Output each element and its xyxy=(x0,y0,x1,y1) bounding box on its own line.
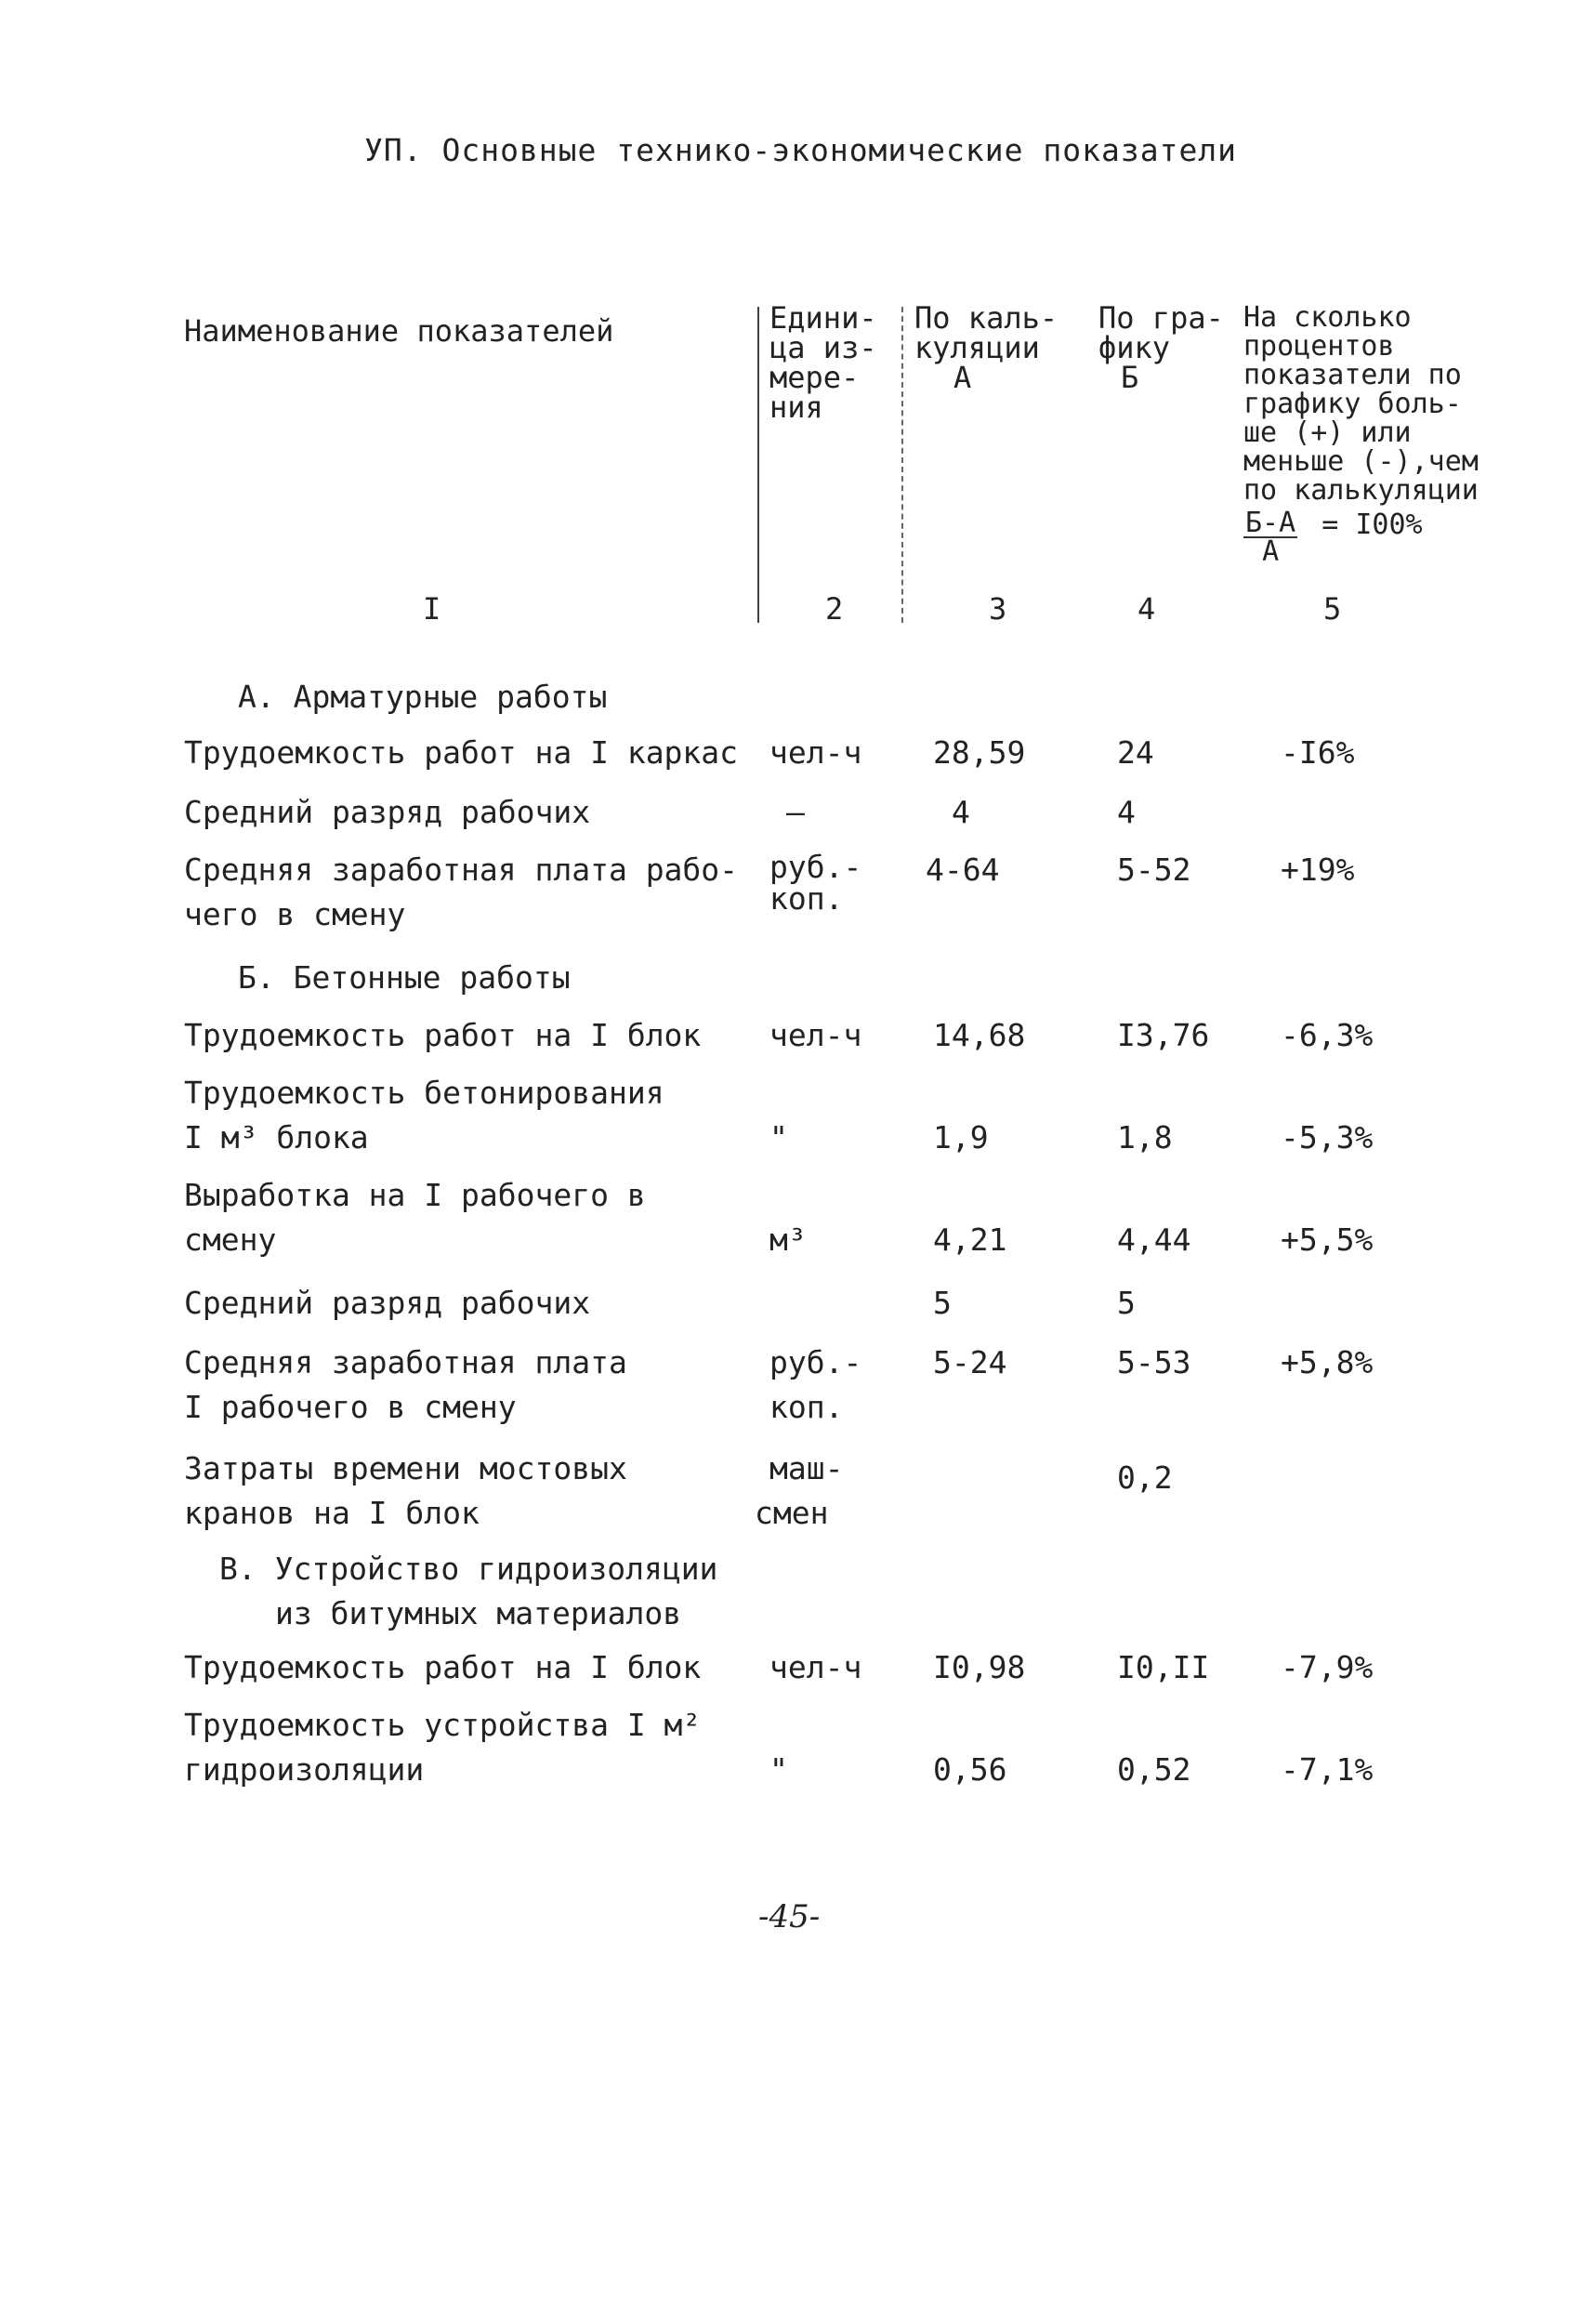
row-name: Трудоемкость бетонирования I м³ блока xyxy=(184,1075,664,1155)
section-heading-v: В. Устройство гидроизоляции из битумных материалов xyxy=(219,1551,718,1631)
row-calc-value: 4-64 xyxy=(926,852,1000,888)
table-row xyxy=(0,1446,1591,1531)
document-title: УП. Основные технико-экономические показатели xyxy=(364,132,1238,168)
row-diff-value: -7,9% xyxy=(1281,1649,1374,1685)
table-row xyxy=(0,1173,1591,1258)
row-graph-value: 0,52 xyxy=(1117,1751,1191,1788)
column-number-1: I xyxy=(423,591,441,627)
header-col2: Едини- ца из- мере- ния xyxy=(769,300,877,425)
row-name: Средний разряд рабочих xyxy=(184,1285,591,1321)
row-graph-value: I3,76 xyxy=(1117,1017,1210,1053)
table-row xyxy=(0,790,1591,830)
table-row xyxy=(0,1013,1591,1053)
table-row xyxy=(0,1071,1591,1155)
row-graph-value: 4,44 xyxy=(1117,1221,1191,1258)
row-calc-value: 5 xyxy=(933,1285,952,1321)
section-heading-a: А. Арматурные работы xyxy=(238,679,608,715)
row-name: Средний разряд рабочих xyxy=(184,794,591,830)
row-name: Трудоемкость работ на I каркас xyxy=(184,734,739,771)
row-unit: " xyxy=(769,1119,788,1155)
col5-formula: $\frac{Б-А}{А}$ = I00% xyxy=(1245,507,1423,568)
row-graph-value: 1,8 xyxy=(1117,1119,1173,1155)
table-row xyxy=(0,731,1591,771)
row-unit: " xyxy=(769,1751,788,1788)
row-name: Трудоемкость работ на I блок xyxy=(184,1649,702,1685)
row-name: Средняя заработная плата рабо- чего в смену xyxy=(184,852,739,932)
row-unit: м³ xyxy=(769,1221,807,1258)
header-col5: На сколько процентов показатели по графику боль- ше (+) или меньше (-),чем по калькуляции $\frac{Б-А}{А}$ = I00% xyxy=(1243,301,1479,568)
row-calc-value: 4,21 xyxy=(933,1221,1007,1258)
row-name: Трудоемкость работ на I блок xyxy=(184,1017,702,1053)
table-row xyxy=(0,848,1591,932)
column-number-5: 5 xyxy=(1323,591,1342,627)
row-unit: чел-ч xyxy=(769,1017,862,1053)
column-number-3: 3 xyxy=(989,591,1007,627)
row-graph-value: 5 xyxy=(1117,1285,1136,1321)
header-col1: Наименование показателей xyxy=(184,313,614,349)
table-row xyxy=(0,1281,1591,1321)
row-graph-value: 4 xyxy=(1117,794,1136,830)
row-diff-value: -5,3% xyxy=(1281,1119,1374,1155)
row-calc-value: I0,98 xyxy=(933,1649,1026,1685)
row-calc-value: 0,56 xyxy=(933,1751,1007,1788)
row-unit: – xyxy=(786,794,805,830)
row-unit: чел-ч xyxy=(769,1649,862,1685)
row-diff-value: +5,8% xyxy=(1281,1344,1374,1380)
row-unit: чел-ч xyxy=(769,734,862,771)
row-diff-value: -I6% xyxy=(1281,734,1355,771)
row-diff-value: -7,1% xyxy=(1281,1751,1374,1788)
row-unit: руб.- коп. xyxy=(769,1344,862,1425)
row-unit: руб.- коп. xyxy=(769,849,862,917)
row-graph-value: 0,2 xyxy=(1117,1459,1173,1496)
row-name: Затраты времени мостовых кранов на I блок xyxy=(184,1450,627,1531)
row-graph-value: 5-53 xyxy=(1117,1344,1191,1380)
row-graph-value: I0,II xyxy=(1117,1649,1210,1685)
row-diff-value: -6,3% xyxy=(1281,1017,1374,1053)
column-number-2: 2 xyxy=(825,591,844,627)
header-col3: По каль- куляции А xyxy=(914,300,1058,395)
column-number-4: 4 xyxy=(1137,591,1156,627)
header-col4: По гра- фику Б xyxy=(1098,300,1224,395)
table-row xyxy=(0,1645,1591,1685)
row-graph-value: 24 xyxy=(1117,734,1154,771)
row-name: Выработка на I рабочего в смену xyxy=(184,1177,646,1258)
header-divider-2 xyxy=(901,307,903,623)
row-calc-value: 5-24 xyxy=(933,1344,1007,1380)
formula-fraction: $\frac{Б-А}{А}$ xyxy=(1245,507,1296,568)
row-name: Трудоемкость устройства I м² гидроизоляции xyxy=(184,1707,702,1788)
row-calc-value: 14,68 xyxy=(933,1017,1026,1053)
page-number: -45- xyxy=(758,1898,821,1935)
header-divider-1 xyxy=(757,307,759,623)
row-diff-value: +19% xyxy=(1281,852,1355,888)
row-diff-value: +5,5% xyxy=(1281,1221,1374,1258)
row-graph-value: 5-52 xyxy=(1117,852,1191,888)
row-calc-value: 28,59 xyxy=(933,734,1026,771)
table-row xyxy=(0,1703,1591,1788)
row-unit: маш- смен xyxy=(755,1450,844,1531)
section-heading-b: Б. Бетонные работы xyxy=(238,959,571,996)
row-calc-value: 4 xyxy=(952,794,970,830)
row-name: Средняя заработная плата I рабочего в смену xyxy=(184,1344,627,1425)
table-row xyxy=(0,1340,1591,1425)
row-calc-value: 1,9 xyxy=(933,1119,989,1155)
